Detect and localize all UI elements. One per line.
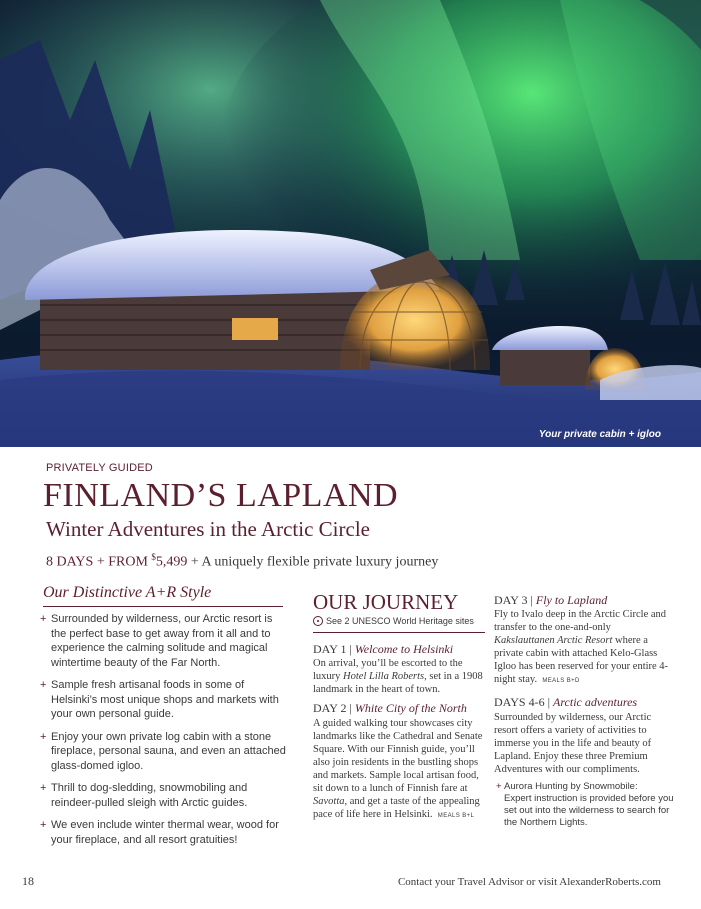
- tagline-suffix: + A uniquely flexible private luxury journey: [187, 554, 439, 570]
- kicker-label: PRIVATELY GUIDED: [46, 462, 153, 474]
- style-bullet: + Sample fresh artisanal foods in some of Helsinki’s most unique shops and markets with your own personal guide.: [40, 678, 290, 722]
- day2-text: [313, 717, 491, 823]
- day1-text: [313, 657, 491, 696]
- day2-text-a: A guided walking tour showcases city landmarks like the Cathedral and Senate Square. With our Finnish guide, you’ll also join residents in the bustling shops and markets. Sample local artisan food, sit down to a lunch of Finnish fare at: [313, 718, 483, 794]
- price-value: 5,499: [155, 554, 188, 570]
- days46-text: Surrounded by wilderness, our Arctic resort offers a variety of activities to immerse you in the life and beauty of Lapland. Enjoy these three Premium Adventures with our compliments.: [494, 712, 652, 775]
- page-title: FINLAND’S LAPLAND: [43, 477, 399, 514]
- day2-text-b: , and get a taste of the appealing pace of life here in Helsinki.: [313, 796, 480, 820]
- days46-name: Arctic adventures: [552, 695, 638, 709]
- day2-venue: Savotta: [313, 796, 345, 807]
- day2-name: White City of the North: [354, 701, 467, 715]
- day3-text-b: where a private cabin with attached Kelo-Glass Igloo has been reserved for your entire 4-night stay.: [494, 635, 669, 685]
- days46-heading: [494, 695, 637, 710]
- aurora-bullet-title: Aurora Hunting by Snowmobile:: [504, 781, 638, 792]
- trip-tagline: [46, 548, 438, 572]
- day3-name: Fly to Lapland: [535, 593, 608, 607]
- style-bullet: + Surrounded by wilderness, our Arctic resort is the perfect base to get away from it all and to experience the calming solitude and magical wintertime beauty of the Far North.: [40, 612, 290, 670]
- hero-photo: [0, 0, 701, 447]
- day3-sep: |: [527, 593, 536, 607]
- day1-name: Welcome to Helsinki: [354, 642, 454, 656]
- footer-contact: Contact your Travel Advisor or visit AlexanderRoberts.com: [397, 876, 661, 888]
- day1-text-a: On arrival, you’ll be escorted to the luxury: [313, 658, 463, 682]
- aurora-bullet: [496, 781, 676, 829]
- unesco-note: [313, 616, 485, 633]
- photo-caption: Your private cabin + igloo: [538, 429, 661, 440]
- day3-meals: MEALS B+D: [542, 678, 580, 684]
- day2-meals: MEALS B+L: [437, 813, 475, 819]
- day1-text-b: , set in a 1908 landmark in the heart of town.: [313, 671, 483, 695]
- style-bullet-list: [40, 612, 290, 855]
- day1-label: DAY 1: [313, 642, 347, 656]
- day3-label: DAY 3: [494, 593, 528, 607]
- days46-label: DAYS 4-6: [494, 695, 545, 709]
- day3-text: [494, 608, 674, 688]
- aurora-bullet-text: Expert instruction is provided before you set out into the wilderness to search for the Northern Lights.: [504, 793, 674, 828]
- unesco-text: See 2 UNESCO World Heritage sites: [326, 616, 474, 626]
- price-currency: $: [151, 552, 156, 562]
- style-bullet: + We even include winter thermal wear, wood for your fireplace, and all resort gratuities!: [40, 818, 290, 847]
- page-subtitle: Winter Adventures in the Arctic Circle: [46, 517, 370, 541]
- day3-text-a: Fly to Ivalo deep in the Arctic Circle and transfer to the one-and-only: [494, 609, 667, 633]
- aurora-cabin-illustration: [0, 0, 701, 447]
- tagline-prefix: 8 DAYS + FROM: [46, 554, 152, 570]
- day2-sep: |: [346, 701, 355, 715]
- day1-sep: |: [346, 642, 355, 656]
- day2-heading: [313, 701, 467, 716]
- day2-label: DAY 2: [313, 701, 347, 715]
- journey-heading: OUR JOURNEY: [313, 590, 459, 614]
- days46-sep: |: [544, 695, 553, 709]
- day1-heading: [313, 642, 453, 657]
- day1-hotel: Hotel Lilla Roberts: [343, 671, 425, 682]
- style-bullet: + Thrill to dog-sledding, snowmobiling and reindeer-pulled sleigh with Arctic guides.: [40, 781, 290, 810]
- style-bullet: + Enjoy your own private log cabin with a stone fireplace, personal sauna, and even an attached glass-domed igloo.: [40, 730, 290, 774]
- day3-resort: Kakslauttanen Arctic Resort: [494, 635, 613, 646]
- unesco-icon: [313, 616, 323, 626]
- day3-heading: [494, 593, 607, 608]
- page-number: 18: [22, 874, 34, 888]
- style-heading: Our Distinctive A+R Style: [43, 584, 283, 607]
